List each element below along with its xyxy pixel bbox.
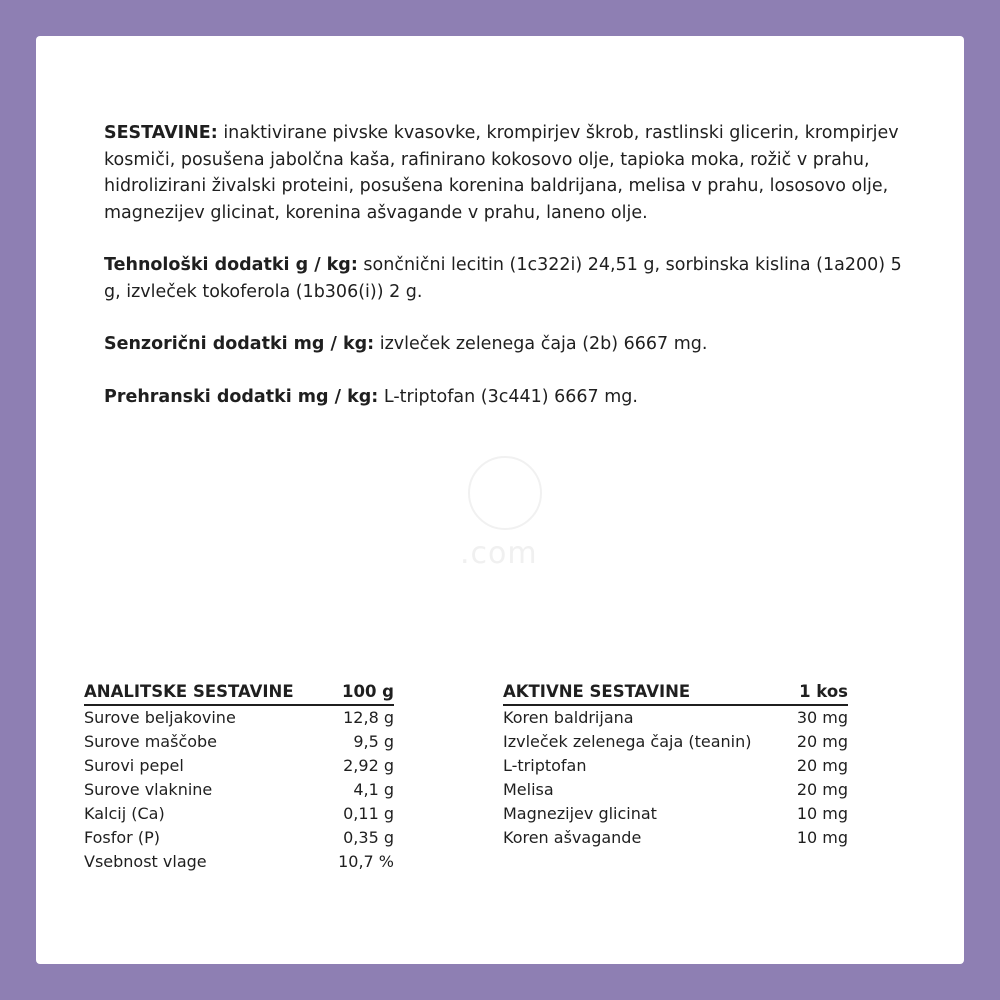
analytic-header-unit: 100 g [329,680,394,705]
table-header-row [503,680,848,705]
row-value: 10,7 % [338,852,394,871]
row-label: Surove maščobe [84,732,218,751]
row-value: 10 mg [796,804,848,823]
nutritional-additives-text: L-triptofan (3c441) 6667 mg. [378,386,638,407]
sensory-additives-text: izvleček zelenega čaja (2b) 6667 mg. [374,334,708,354]
table-row [503,705,848,730]
row-label: L-triptofan [503,756,587,775]
row-value: 10 mg [796,828,848,847]
table-row [84,850,394,874]
row-label: Koren ašvagande [503,828,642,847]
row-value: 20 mg [796,780,848,799]
table-row [503,826,848,850]
row-label: Vsebnost vlage [84,852,207,871]
technological-additives-paragraph [104,252,904,305]
row-label: Koren baldrijana [503,708,634,727]
technological-additives-text: sončnični lecitin (1c322i) 24,51 g, sorbinska kislina (1a200) 5 g, izvleček tokoferola (1b306(i)) 2 g. [104,255,902,302]
ingredients-label: SESTAVINE: [104,123,218,143]
table-row [84,826,394,850]
row-label: Magnezijev glicinat [503,804,657,823]
row-value: 0,35 g [343,828,394,847]
watermark-text: .com [460,536,538,571]
row-label: Fosfor (P) [84,828,160,847]
sensory-additives-label: Senzorični dodatki mg / kg: [104,334,375,354]
table-row [84,802,394,826]
table-row [84,778,394,802]
row-label: Melisa [503,780,554,799]
analytic-header-label: ANALITSKE SESTAVINE [84,680,329,705]
analytic-constituents-table [84,680,394,874]
ingredients-block [104,120,904,436]
active-ingredients-table [503,680,848,850]
sensory-additives-paragraph [104,331,904,358]
nutritional-additives-paragraph [104,384,904,411]
row-label: Kalcij (Ca) [84,804,165,823]
row-value: 20 mg [796,732,848,751]
table-row [84,705,394,730]
nutritional-additives-label: Prehranski dodatki mg / kg: [104,386,379,407]
row-value: 12,8 g [343,708,394,727]
row-value: 9,5 g [353,732,394,751]
watermark-circle-icon [468,456,542,530]
row-value: 30 mg [796,708,848,727]
table-row [84,730,394,754]
row-label: Surovi pepel [84,756,184,775]
active-header-unit: 1 kos [789,680,848,705]
row-label: Surove beljakovine [84,708,236,727]
technological-additives-label: Tehnološki dodatki g / kg: [104,255,358,275]
table-row [503,730,848,754]
table-row [503,802,848,826]
row-value: 2,92 g [343,756,394,775]
table-header-row [84,680,394,705]
row-label: Izvleček zelenega čaja (teanin) [503,732,752,751]
ingredients-paragraph [104,120,904,226]
row-value: 4,1 g [353,780,394,799]
row-value: 0,11 g [343,804,394,823]
ingredients-text: inaktivirane pivske kvasovke, krompirjev škrob, rastlinski glicerin, krompirjev kosmiči, posušena jabolčna kaša, rafinirano kokosovo olje, tapioka moka, rožič v prahu, hidrolizirani živalski proteini, posušena korenina baldrijana, melisa v prahu, lososovo olje, magnezijev glicinat, korenina ašvagande v prahu, laneno olje. [104,123,899,223]
active-header-label: AKTIVNE SESTAVINE [503,680,789,705]
table-row [503,778,848,802]
table-row [84,754,394,778]
row-label: Surove vlaknine [84,780,213,799]
table-row [503,754,848,778]
row-value: 20 mg [796,756,848,775]
